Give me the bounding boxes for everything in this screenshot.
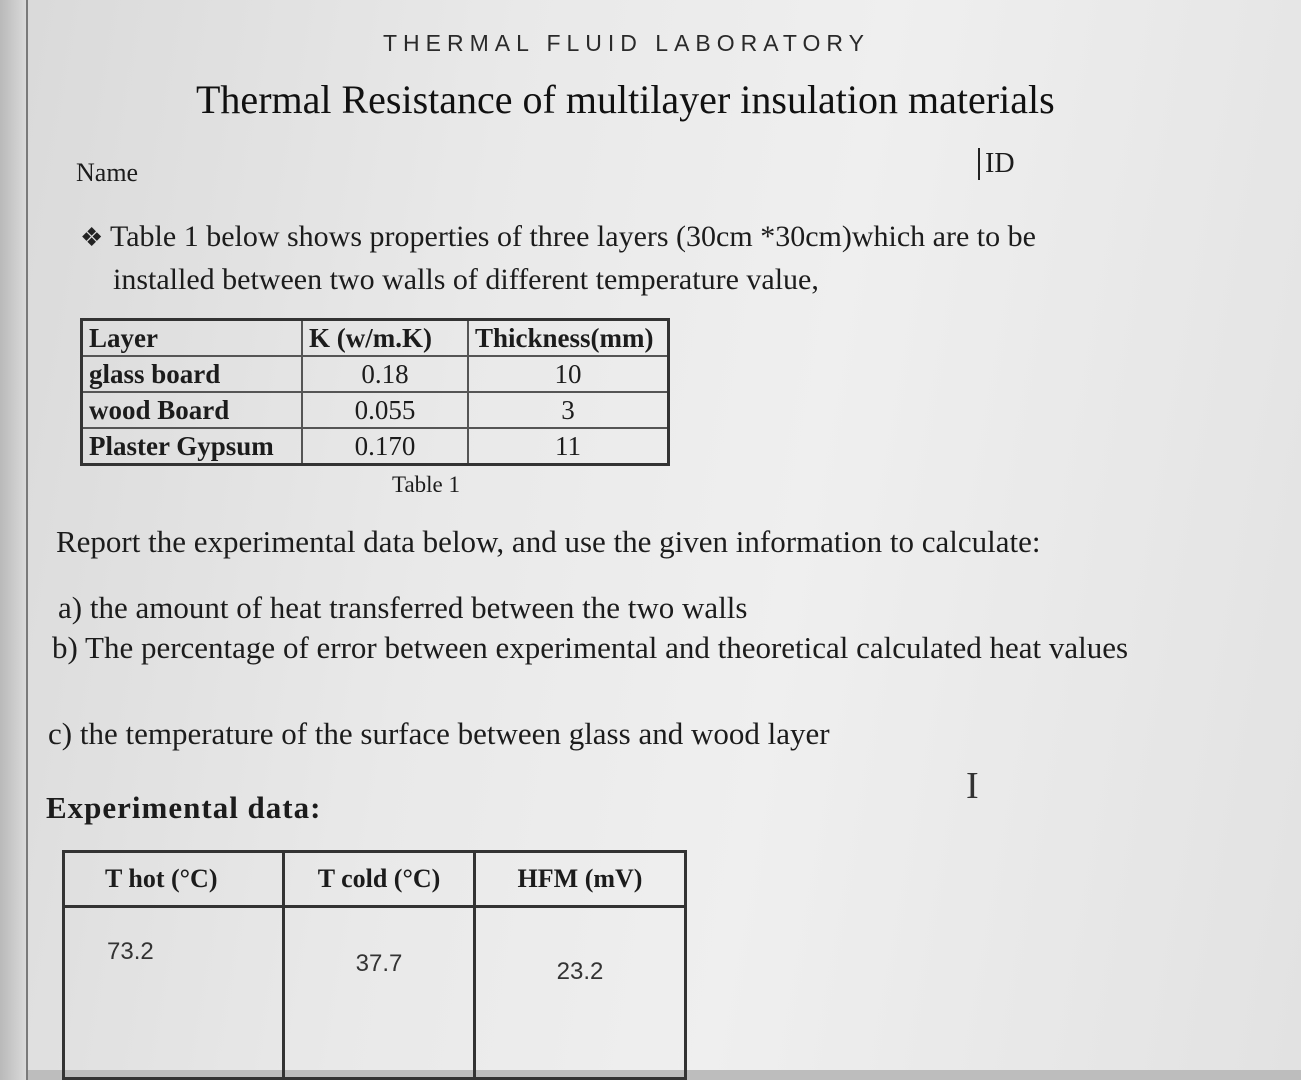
text-cursor-icon: I [966, 765, 979, 807]
k-value: 0.055 [302, 392, 468, 428]
window-edge [0, 0, 26, 1080]
header-t-hot: T hot (°C) [64, 852, 284, 907]
table-caption: Table 1 [392, 472, 461, 497]
question-c: c) the temperature of the surface between glass and wood layer [48, 716, 830, 751]
diamond-bullet-icon: ❖ [80, 223, 104, 252]
intro-line-2: installed between two walls of different temperature value, [113, 263, 819, 296]
window-border [26, 0, 28, 1080]
t-hot-value: 73.2 [64, 907, 284, 1079]
header-thickness: Thickness(mm) [468, 320, 669, 357]
lab-title: THERMAL FLUID LABORATORY [383, 30, 870, 56]
document-title: Thermal Resistance of multilayer insulation materials [196, 77, 1055, 122]
layer-name: glass board [82, 356, 303, 392]
thickness-value: 11 [468, 428, 669, 465]
experimental-data-title: Experimental data: [46, 790, 322, 825]
header-layer: Layer [82, 320, 303, 357]
thickness-value: 3 [468, 392, 669, 428]
table-row [82, 392, 669, 428]
intro-paragraph [80, 216, 1220, 301]
header-t-cold: T cold (°C) [284, 852, 475, 907]
layer-name: Plaster Gypsum [82, 428, 303, 465]
table-row [82, 428, 669, 465]
layer-properties-table [80, 318, 670, 466]
table-row [64, 907, 686, 1079]
intro-line-1: Table 1 below shows properties of three layers (30cm *30cm)which are to be [110, 220, 1036, 253]
report-instruction: Report the experimental data below, and use the given information to calculate: [56, 524, 1041, 559]
t-cold-value: 37.7 [284, 907, 475, 1079]
question-a: a) the amount of heat transferred between the two walls [58, 590, 748, 625]
k-value: 0.18 [302, 356, 468, 392]
name-label: Name [76, 158, 139, 187]
id-label: ID [978, 148, 1015, 180]
k-value: 0.170 [302, 428, 468, 465]
thickness-value: 10 [468, 356, 669, 392]
header-hfm: HFM (mV) [475, 852, 686, 907]
hfm-value: 23.2 [475, 907, 686, 1079]
header-k: K (w/m.K) [302, 320, 468, 357]
question-b: b) The percentage of error between experimental and theoretical calculated heat values [52, 630, 1129, 665]
table-header-row [64, 852, 686, 907]
layer-name: wood Board [82, 392, 303, 428]
table-header-row [82, 320, 669, 357]
table-row [82, 356, 669, 392]
experimental-data-table [62, 850, 687, 1080]
